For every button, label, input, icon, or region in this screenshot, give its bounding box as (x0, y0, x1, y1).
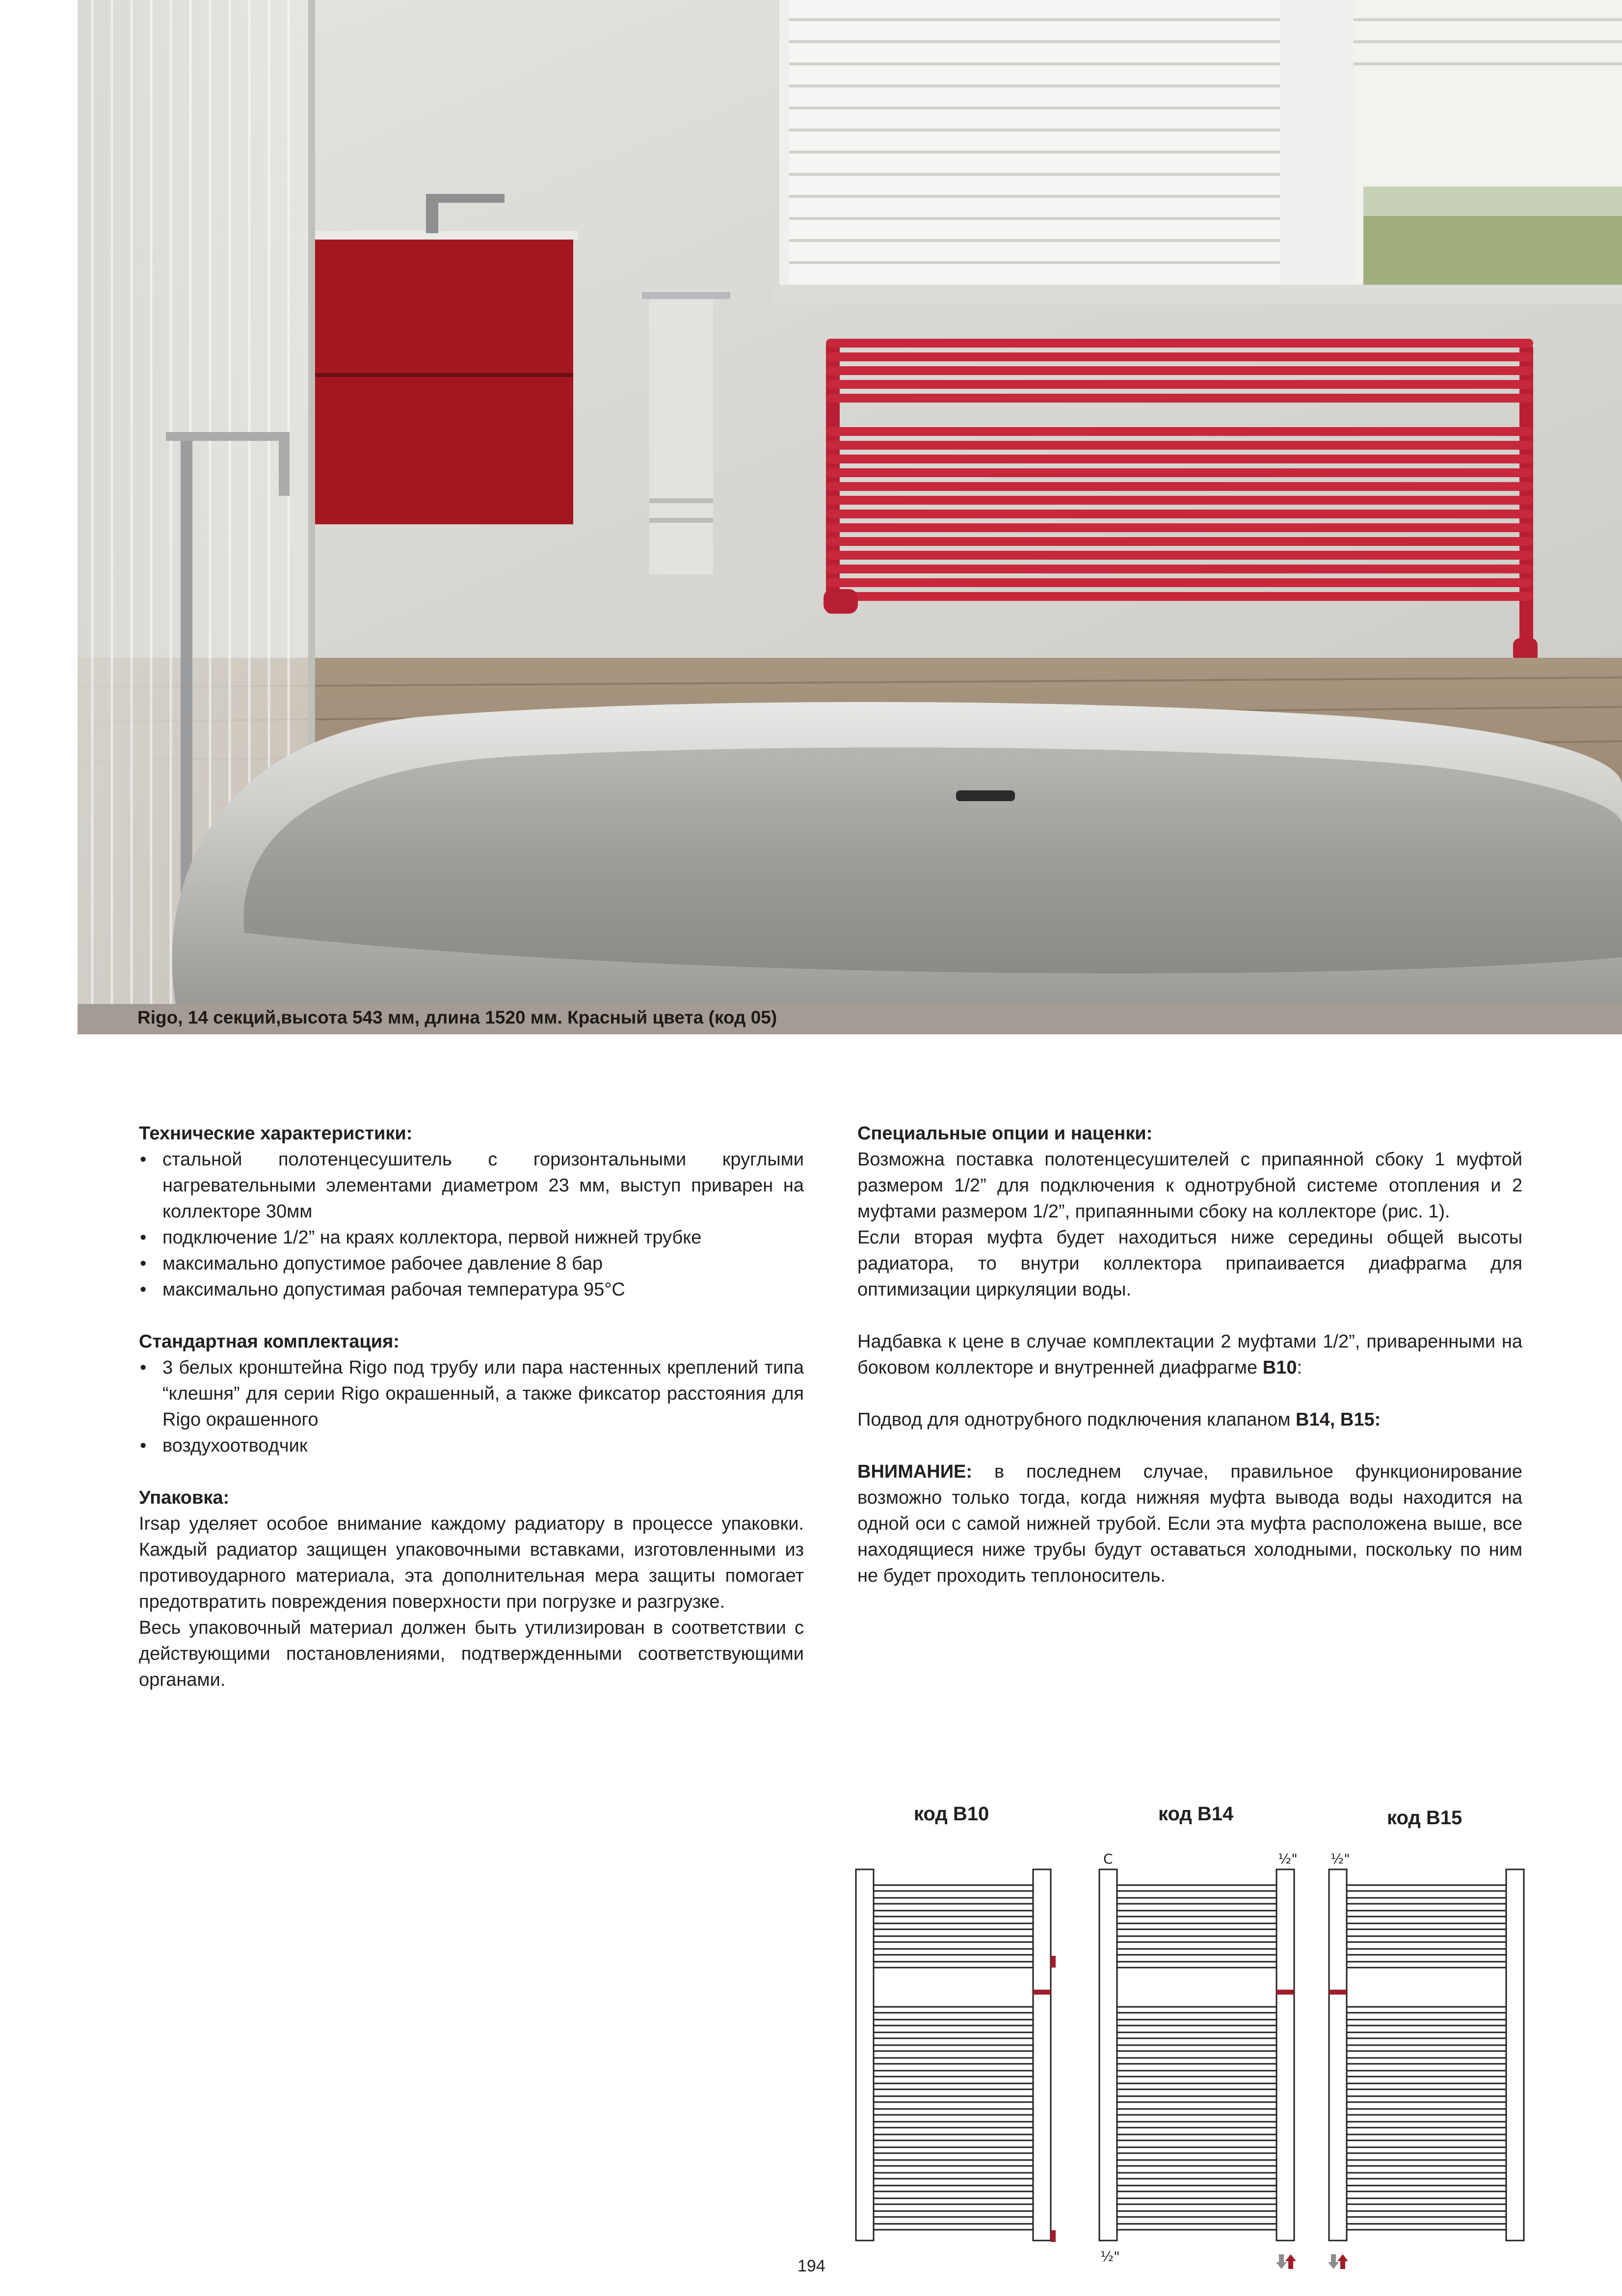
diagram-tube (1347, 1936, 1506, 1942)
diagram-tube (1117, 1885, 1276, 1891)
list-item: • подключение 1/2” на краях коллектора, первой нижней трубке (139, 1225, 804, 1251)
diagram-tube (874, 1885, 1033, 1891)
diagram-tube (1347, 1949, 1506, 1955)
diagram-tube (1117, 2109, 1276, 2115)
diagram-tube (874, 2109, 1033, 2115)
diagram-tube (874, 2071, 1033, 2077)
diagram-tube (1347, 2096, 1506, 2102)
diagram-tube (1117, 2147, 1276, 2153)
b14-bottom-left-label: ½" (1100, 2248, 1120, 2265)
diagram-tube (874, 2134, 1033, 2140)
diagram-tube (1347, 1962, 1506, 1968)
warning-paragraph (857, 1459, 1522, 1589)
diagram-tube (1347, 2186, 1506, 2191)
b15-diaphragm (1329, 1990, 1347, 1995)
options-paragraph-1: Возможна поставка полотенцесушителей с припаянной сбоку 1 муфтой размером 1/2” для подключения к однотрубной системе отопления и 2 муфтами размером 1/2”, припаянными сбоку на коллекторе (рис. 1). (857, 1149, 1522, 1222)
list-item: • воздухоотводчик (139, 1433, 804, 1459)
diagram-b14-label: код B14 (1158, 1803, 1234, 1825)
list-item: • стальной полотенцесушитель с горизонтальными круглыми нагревательными элементами диаметром 23 мм, выступ приварен на коллекторе 30мм (139, 1147, 804, 1225)
diagram-tube (1117, 2211, 1276, 2217)
bathtub (172, 702, 1622, 1004)
diagram-tube (874, 2083, 1033, 2089)
options-heading: Специальные опции и наценки: (857, 1123, 1153, 1144)
tech-heading: Технические характеристики: (139, 1123, 413, 1144)
warning-text: в последнем случае, правильное функционирование возможно только тогда, когда нижняя муфта вывода воды находится на одной оси с самой нижней трубой. Если эта муфта расположена выше, все находящиеся ниже трубы будут оставаться холодными, поскольку по ним не будет проходить теплоноситель. (857, 1461, 1522, 1586)
diagram-tube (1347, 2020, 1506, 2026)
diagram-tube (1117, 2032, 1276, 2038)
b14-flow-arrows-icon (1276, 2254, 1296, 2269)
diagram-tube (1117, 2173, 1276, 2179)
diagram-tube (1347, 2211, 1506, 2217)
diagram-tube (1347, 2173, 1506, 2179)
diagram-b10 (856, 1869, 1051, 2241)
diagram-tube (1347, 2160, 1506, 2166)
b15-top-left-label: ½" (1330, 1851, 1351, 1867)
b10-code: B10 (1262, 1357, 1297, 1378)
diagram-tube (1117, 2134, 1276, 2140)
diagram-tube (1117, 1936, 1276, 1942)
diagram-tube (874, 2032, 1033, 2038)
diagram-tube (874, 2020, 1033, 2026)
diagram-tube (874, 2224, 1033, 2230)
b14-code: B14 (1296, 1409, 1330, 1430)
diagram-tube (1347, 2071, 1506, 2077)
left-column (139, 1121, 804, 1693)
b14-top-left-label: C (1103, 1851, 1113, 1867)
diagram-tube (1347, 2045, 1506, 2051)
bathroom-illustration (78, 0, 1622, 1004)
diagram-tube (1117, 1911, 1276, 1917)
diagram-tube (874, 1911, 1033, 1917)
diagram-tube (874, 1936, 1033, 1942)
diagram-tube (1117, 2045, 1276, 2051)
standard-list (139, 1355, 804, 1459)
diagram-tube (874, 1949, 1033, 1955)
diagram-tube (1347, 1885, 1506, 1891)
diagram-tube (1347, 1923, 1506, 1929)
b14-text: Подвод для однотрубного подключения клапаном (857, 1409, 1296, 1430)
connection-diagrams (844, 1851, 1541, 2273)
vanity-cabinet (303, 194, 578, 524)
diagram-tube (1117, 2198, 1276, 2204)
options-paragraph-b10 (857, 1329, 1522, 1381)
bathroom-photo (78, 0, 1622, 1004)
standard-heading: Стандартная комплектация: (139, 1331, 399, 1352)
b14-top-right-label: ½" (1278, 1851, 1298, 1867)
diagram-tube (1347, 2058, 1506, 2064)
diagram-tube (1347, 1911, 1506, 1917)
diagram-tube (874, 2211, 1033, 2217)
right-column (857, 1121, 1522, 1589)
diagram-tube (1117, 2186, 1276, 2191)
b15-flow-arrows-icon (1328, 2254, 1348, 2269)
diagram-tube (1347, 2032, 1506, 2038)
b10-diaphragm (1033, 1990, 1051, 1995)
b10-fitting-top (1051, 1956, 1056, 1968)
packaging-paragraph-2: Весь упаковочный материал должен быть утилизирован в соответствии с действующими постановлениями, подтвержденными соответствующими органами. (139, 1618, 804, 1690)
diagram-tube (874, 2147, 1033, 2153)
diagram-tube (1347, 2083, 1506, 2089)
diagram-tube (1117, 1962, 1276, 1968)
diagram-tube (1347, 2224, 1506, 2230)
diagram-b10-label: код B10 (914, 1803, 989, 1825)
diagram-b15-label: код B15 (1387, 1807, 1462, 1829)
list-item: • максимально допустимая рабочая температура 95°C (139, 1277, 804, 1303)
b10-colon: : (1297, 1357, 1303, 1378)
list-item: • 3 белых кронштейна Rigo под трубу или пара настенных креплений типа “клешня” для серии Rigo окрашенный, а также фиксатор расстояния для Rigo окрашенного (139, 1355, 804, 1433)
diagram-tube (1347, 2122, 1506, 2128)
diagram-tube (1347, 2109, 1506, 2115)
diagram-tube (874, 1962, 1033, 1968)
page-number: 194 (798, 2257, 825, 2275)
diagram-tube (1347, 2134, 1506, 2140)
diagram-tube (1347, 2198, 1506, 2204)
photo-caption: Rigo, 14 секций,высота 543 мм, длина 1520 мм. Красный цвета (код 05) (137, 1007, 777, 1027)
diagram-tube (874, 2058, 1033, 2064)
b15-code: B15: (1340, 1409, 1381, 1430)
warning-label: ВНИМАНИЕ: (857, 1461, 973, 1482)
b10-text: Надбавка к цене в случае комплектации 2 муфтами 1/2”, приваренными на боковом коллекторе и внутренней диафрагме (857, 1331, 1522, 1378)
diagram-b15 (1329, 1869, 1524, 2241)
options-paragraph-b14-b15 (857, 1407, 1522, 1433)
diagram-tube (1347, 2147, 1506, 2153)
diagram-tube (1347, 1898, 1506, 1904)
diagram-tube (874, 1898, 1033, 1904)
packaging-heading: Упаковка: (139, 1487, 230, 1508)
packaging-paragraph-1: Irsap уделяет особое внимание каждому радиатору в процессе упаковки. Каждый радиатор защищен упаковочными вставками, изготовленными из противоударного материала, эта дополнительная мера защиты помогает предотвратить повреждения поверхности при погрузке и разгрузке. (139, 1513, 804, 1612)
diagram-tube (1117, 1923, 1276, 1929)
tech-list (139, 1147, 804, 1303)
diagram-tube (1117, 2058, 1276, 2064)
code-separator: , (1330, 1409, 1340, 1430)
diagram-tube (1347, 2007, 1506, 2013)
diagram-tube (1117, 2083, 1276, 2089)
diagram-tube (1117, 2096, 1276, 2102)
diagram-b14 (1099, 1869, 1294, 2241)
diagram-tube (874, 2186, 1033, 2191)
b14-diaphragm (1276, 1990, 1294, 1995)
diagram-tube (1117, 1949, 1276, 1955)
diagram-tube (874, 2122, 1033, 2128)
options-paragraph-2: Если вторая муфта будет находиться ниже середины общей высоты радиатора, то внутри коллектора припаивается диафрагма для оптимизации циркуляции воды. (857, 1227, 1522, 1300)
diagram-tube (874, 2173, 1033, 2179)
diagram-tube (1117, 2122, 1276, 2128)
diagram-tube (1117, 1898, 1276, 1904)
b10-fitting-bottom (1051, 2230, 1056, 2242)
diagram-tube (1117, 2160, 1276, 2166)
diagram-tube (1117, 2224, 1276, 2230)
diagram-tube (1117, 2020, 1276, 2026)
diagram-tube (874, 2007, 1033, 2013)
diagram-tube (874, 2198, 1033, 2204)
diagram-tube (874, 2045, 1033, 2051)
diagram-tube (1117, 2071, 1276, 2077)
diagram-tube (874, 2160, 1033, 2166)
diagram-tube (874, 1923, 1033, 1929)
list-item: • максимально допустимое рабочее давление 8 бар (139, 1251, 804, 1277)
diagram-tube (874, 2096, 1033, 2102)
diagram-tube (1117, 2007, 1276, 2013)
